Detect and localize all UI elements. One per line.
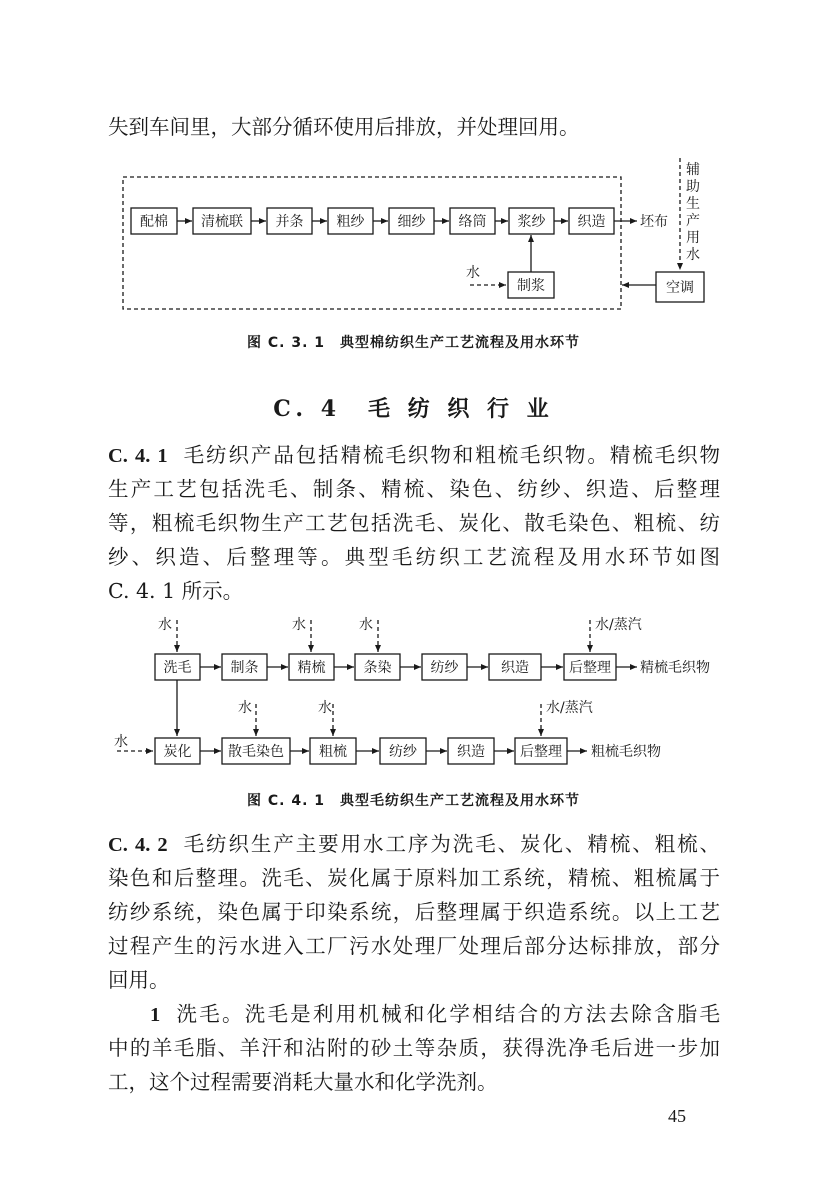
- fig2-water-label: 水: [114, 734, 128, 750]
- text-line: 工，这个过程需要消耗大量水和化学洗剂。: [108, 1070, 498, 1094]
- text-line: 染色和后整理。洗毛、炭化属于原料加工系统，精梳、粗梳属于: [108, 866, 720, 890]
- fig2-row2-label: 纺纱: [389, 744, 417, 760]
- text-line: 等，粗梳毛织物生产工艺包括洗毛、炭化、散毛染色、粗梳、纺: [108, 511, 720, 535]
- fig1-output-label: 坯布: [640, 214, 668, 230]
- section-title: C. 4 毛 纺 织 行 业: [273, 396, 554, 422]
- text-line: 回用。: [108, 968, 170, 992]
- fig2-row1-label: 条染: [363, 660, 392, 676]
- fig2-row1-label: 洗毛: [163, 660, 192, 676]
- fig2-row2-label: 粗梳: [319, 744, 347, 760]
- text-line: C. 4. 1 所示。: [108, 579, 244, 603]
- text-line: 纺纱系统，染色属于印染系统，后整理属于织造系统。以上工艺: [108, 900, 720, 924]
- fig2-row1-label: 精梳: [297, 660, 326, 676]
- fig2-row2-output: 粗梳毛织物: [591, 744, 661, 760]
- fig2-row1-label: 织造: [501, 660, 529, 676]
- fig2-row2-label: 织造: [457, 744, 485, 760]
- clause-number: C. 4. 2: [108, 834, 168, 856]
- fig1-caption: 图 C. 3. 1 典型棉纺织生产工艺流程及用水环节: [246, 335, 580, 351]
- fig1-step-label: 浆纱: [517, 214, 546, 230]
- fig1-step-label: 并条: [275, 214, 304, 230]
- fig1-aux-water-label: [686, 161, 700, 263]
- fig1-step-label: 配棉: [140, 214, 168, 230]
- fig1-step-label: 粗纱: [336, 214, 365, 230]
- svg-text:生: 生: [686, 196, 700, 212]
- fig2-row1-label: 纺纱: [430, 660, 459, 676]
- fig1-step-label: 络筒: [458, 214, 487, 230]
- text-line: 生产工艺包括洗毛、制条、精梳、染色、纺纱、织造、后整理: [108, 477, 720, 501]
- fig2-water-label: 水: [359, 617, 373, 633]
- fig1-step-label: 清梳联: [201, 214, 243, 230]
- fig1-water-label: 水: [466, 265, 480, 281]
- fig2-row1-label: 制条: [230, 660, 259, 676]
- item-number: 1: [150, 1004, 161, 1026]
- fig2-water-label: 水: [158, 617, 172, 633]
- text-line: C. 4. 1 毛纺织产品包括精梳毛织物和粗梳毛织物。精梳毛织物: [108, 443, 720, 467]
- fig2-water-label: 水: [318, 700, 332, 716]
- fig2-caption: 图 C. 4. 1 典型毛纺织生产工艺流程及用水环节: [246, 793, 580, 809]
- text-line: 中的羊毛脂、羊汗和沾附的砂土等杂质，获得洗净毛后进一步加: [108, 1036, 720, 1060]
- text-line: 纱、织造、后整理等。典型毛纺织工艺流程及用水环节如图: [108, 545, 720, 569]
- fig1-row: [131, 208, 614, 234]
- fig2-water-steam-label: 水/蒸汽: [595, 617, 642, 633]
- text-line: 1 洗毛。洗毛是利用机械和化学相结合的方法去除含脂毛: [150, 1002, 720, 1026]
- fig2-row2-label: 后整理: [520, 744, 562, 760]
- fig2-water-label: 水: [292, 617, 306, 633]
- page-number: 45: [668, 1106, 686, 1126]
- fig2-water-label: 水: [238, 700, 252, 716]
- text-line: C. 4. 2 毛纺织生产主要用水工序为洗毛、炭化、精梳、粗梳、: [108, 832, 720, 856]
- fig2-row2-label: 炭化: [163, 744, 192, 760]
- clause-number: C. 4. 1: [108, 445, 168, 467]
- svg-text:产: 产: [686, 213, 700, 229]
- svg-text:辅: 辅: [686, 162, 700, 178]
- fig1-ac-label: 空调: [666, 280, 694, 296]
- body-text-top: 失到车间里，大部分循环使用后排放，并处理回用。: [108, 115, 580, 139]
- fig1-sizing-label: 制浆: [517, 278, 545, 294]
- fig1-step-label: 细纱: [397, 214, 426, 230]
- fig1-step-label: 织造: [577, 214, 606, 230]
- fig2-row1-output: 精梳毛织物: [640, 660, 710, 676]
- svg-text:助: 助: [686, 179, 700, 195]
- text-line: 过程产生的污水进入工厂污水处理厂处理后部分达标排放，部分: [108, 934, 720, 958]
- fig2-water-steam-label: 水/蒸汽: [546, 700, 593, 716]
- fig2-row2-label: 散毛染色: [228, 744, 284, 760]
- fig2-row1-label: 后整理: [569, 660, 611, 676]
- svg-text:水: 水: [686, 247, 700, 263]
- svg-text:用: 用: [686, 230, 700, 246]
